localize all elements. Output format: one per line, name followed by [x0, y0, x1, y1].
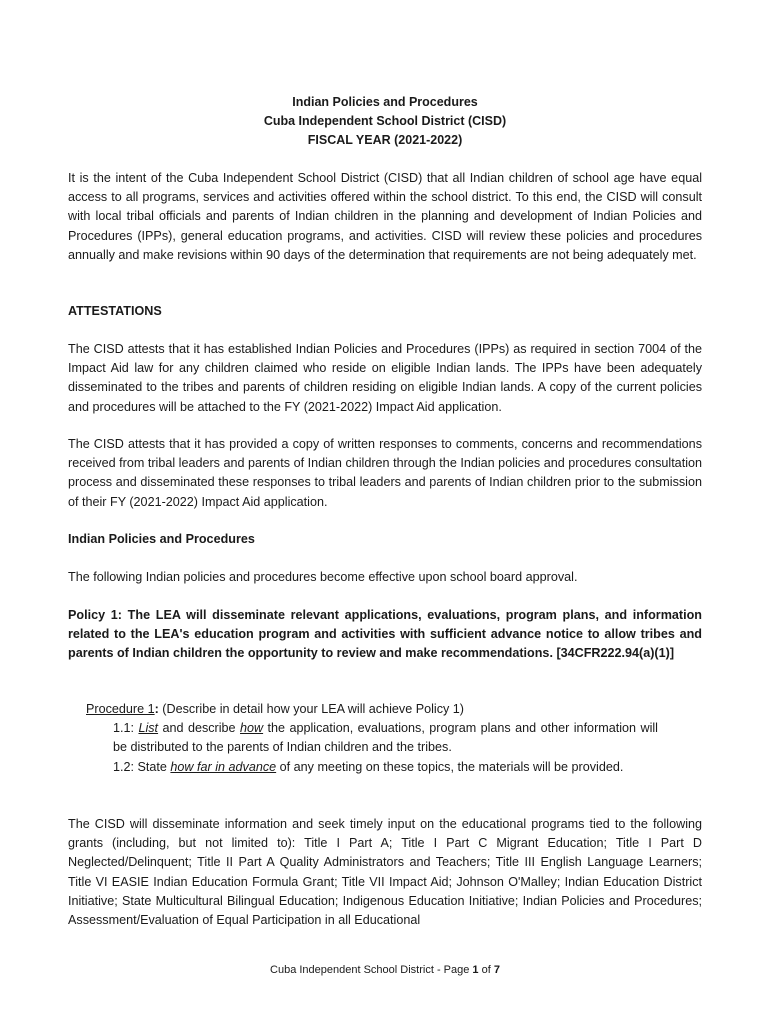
- footer-of: of: [478, 964, 494, 976]
- ipp-effective-text: The following Indian policies and procedures become effective upon school board approval.: [68, 570, 578, 584]
- footer-page-total: 7: [493, 964, 500, 976]
- item-1-1-how: how: [240, 721, 264, 735]
- item-1-1-prefix: 1.1:: [113, 721, 139, 735]
- footer-prefix: Cuba Independent School District - Page: [270, 964, 473, 976]
- procedure-item-1-1: [113, 719, 658, 757]
- page-footer: [0, 962, 770, 978]
- item-1-1-rest: the application, evaluations, program plans and other information will be distributed to the parents of Indian children and the tribes.: [113, 721, 658, 755]
- item-1-1-list: List: [138, 721, 159, 735]
- procedure-item-1-2: [113, 758, 658, 777]
- attestation-paragraph-1: The CISD attests that it has established Indian Policies and Procedures (IPPs) as required in section 7004 of the Impact Aid law for any children claimed who reside on eligible Indian lands. The IPPs have been adequately disseminated to the tribes and parents of children residing on eligible Indian lands. A copy of the current policies and procedures will be attached to the FY (2021-2022) Impact Aid application.: [68, 342, 702, 414]
- doc-title: Indian Policies and Procedures: [292, 95, 478, 109]
- item-1-1-mid: and describe: [158, 721, 240, 735]
- doc-district: Cuba Independent School District (CISD): [263, 114, 507, 128]
- item-1-2-prefix: 1.2: State: [113, 760, 171, 774]
- attestations-heading: ATTESTATIONS: [68, 304, 162, 318]
- ipp-heading: Indian Policies and Procedures: [68, 532, 255, 546]
- item-1-2-rest: of any meeting on these topics, the materials will be provided.: [276, 760, 624, 774]
- policy-1-text: Policy 1: The LEA will disseminate relevant applications, evaluations, program plans, and information related to the LEA's education program and activities with sufficient advance notice to allow tribes and parents of Indian children the opportunity to review and make recommendations. [34CFR222.94(a)(1)]: [68, 608, 702, 661]
- footer-page-number: 1: [472, 964, 479, 976]
- procedure-1-line: [86, 700, 686, 719]
- procedure-1-desc: (Describe in detail how your LEA will achieve Policy 1): [158, 702, 464, 716]
- procedure-1-colon: :: [154, 702, 159, 716]
- procedure-1-label: Procedure 1: [86, 702, 155, 716]
- grants-paragraph: The CISD will disseminate information and seek timely input on the educational programs tied to the following grants (including, but not limited to): Title I Part A; Title I Part C Migrant Education; Title I Part D Neglected/Delinquent; Title II Part A Quality Administrators and Teachers; Title III English Language Learners; Title VI EASIE Indian Education Formula Grant; Title VII Impact Aid; Johnson O'Malley; Indian Education District Initiative; State Multicultural Bilingual Education; Indigenous Education Initiative; Indian Policies and Procedures; Assessment/Evaluation of Equal Participation in all Educational: [68, 817, 702, 928]
- intro-paragraph: It is the intent of the Cuba Independent School District (CISD) that all Indian children of school age have equal access to all programs, services and activities offered within the school district. To this end, the CISD will consult with local tribal officials and parents of Indian children in the planning and development of Indian Policies and Procedures (IPPs), general education programs, and activities. CISD will review these policies and procedures annually and make revisions within 90 days of the determination that requirements are not being adequately met.: [68, 171, 702, 262]
- attestation-paragraph-2: The CISD attests that it has provided a copy of written responses to comments, concerns and recommendations received from tribal leaders and parents of Indian children through the Indian policies and procedures consultation process and disseminated these responses to tribal leaders and parents of Indian children prior to the submission of their FY (2021-2022) Impact Aid application.: [68, 437, 702, 509]
- item-1-2-emph: how far in advance: [170, 760, 277, 774]
- doc-fiscal-year: FISCAL YEAR (2021-2022): [307, 133, 463, 147]
